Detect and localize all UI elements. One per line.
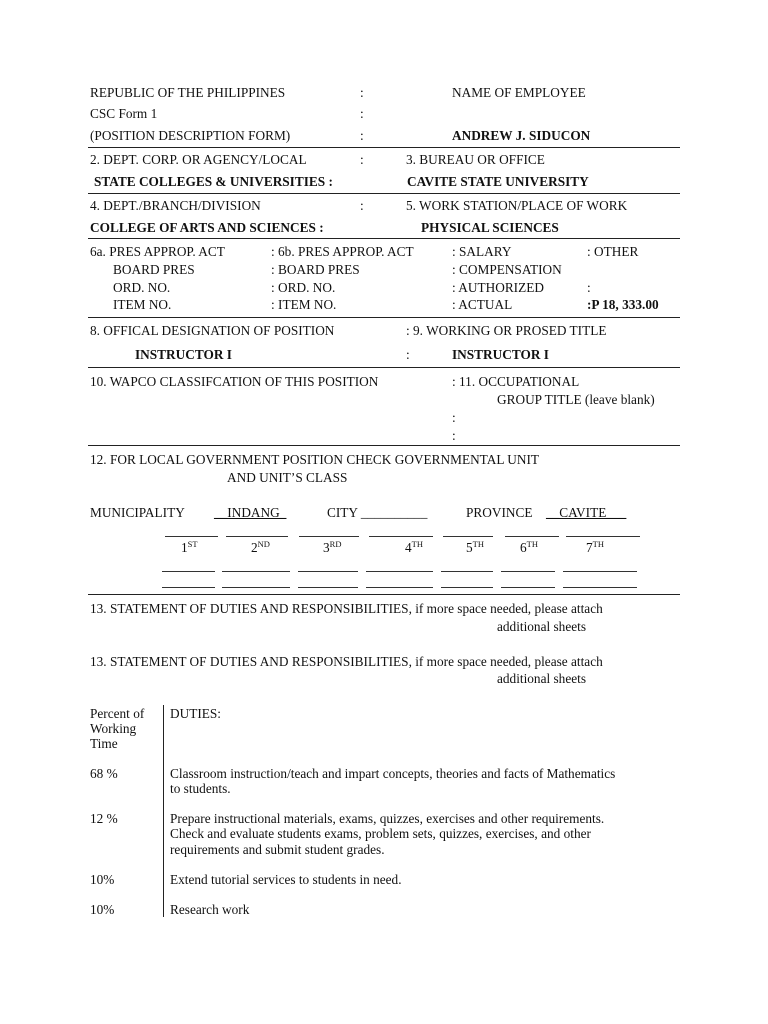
- duty-percent: 10%: [90, 872, 115, 887]
- class-blank: [563, 571, 637, 572]
- item-no-b: : ITEM NO.: [271, 297, 337, 312]
- salary-label: : SALARY: [452, 244, 512, 259]
- class-blank: [165, 536, 218, 537]
- duty-text: to students.: [170, 781, 231, 796]
- form-code: CSC Form 1: [90, 106, 158, 121]
- class-blank: [501, 571, 555, 572]
- class-blank: [366, 587, 433, 588]
- colon: :: [587, 280, 591, 295]
- class-blank: [563, 587, 637, 588]
- class-blank: [162, 587, 215, 588]
- class-2nd: 2ND: [251, 539, 270, 555]
- dept-agency-value: STATE COLLEGES & UNIVERSITIES :: [94, 174, 333, 189]
- colon: :: [360, 152, 364, 167]
- republic-heading: REPUBLIC OF THE PHILIPPINES: [90, 85, 286, 100]
- compensation-label: : COMPENSATION: [452, 262, 562, 277]
- bureau-label: 3. BUREAU OR OFFICE: [406, 152, 545, 167]
- percent-header: Working: [90, 721, 137, 736]
- other-label: : OTHER: [587, 244, 639, 259]
- pres-approp-act-a: 6a. PRES APPROP. ACT: [90, 244, 225, 259]
- class-blank: [505, 536, 559, 537]
- board-pres-b: : BOARD PRES: [271, 262, 360, 277]
- duty-percent: 12 %: [90, 811, 118, 826]
- work-station-value: PHYSICAL SCIENCES: [421, 220, 559, 235]
- class-blank: [366, 571, 433, 572]
- class-3rd: 3RD: [323, 539, 342, 555]
- class-4th: 4TH: [405, 539, 423, 555]
- authorized-label: : AUTHORIZED: [452, 280, 544, 295]
- dept-branch-label: 4. DEPT./BRANCH/DIVISION: [90, 198, 261, 213]
- duties-statement-heading: 13. STATEMENT OF DUTIES AND RESPONSIBILITIES, if more space needed, please attach: [90, 654, 603, 669]
- class-blank: [298, 587, 358, 588]
- municipality-value: __INDANG_: [214, 505, 287, 520]
- divider: [88, 193, 680, 194]
- official-designation-label: 8. OFFICAL DESIGNATION OF POSITION: [90, 323, 335, 338]
- colon: :: [452, 428, 456, 443]
- duties-header: DUTIES:: [170, 706, 221, 721]
- class-blank: [162, 571, 215, 572]
- province-label: PROVINCE: [466, 505, 533, 520]
- employee-name-value: ANDREW J. SIDUCON: [452, 128, 591, 143]
- class-blank: [566, 536, 640, 537]
- colon: :: [406, 347, 410, 362]
- ord-no-b: : ORD. NO.: [271, 280, 336, 295]
- board-pres-a: BOARD PRES: [113, 262, 195, 277]
- local-government-label: 12. FOR LOCAL GOVERNMENT POSITION CHECK GOVERNMENTAL UNIT: [90, 452, 540, 467]
- actual-label: : ACTUAL: [452, 297, 513, 312]
- class-5th: 5TH: [466, 539, 484, 555]
- official-designation-value: INSTRUCTOR I: [135, 347, 232, 362]
- divider: [88, 147, 680, 148]
- class-blank: [298, 571, 358, 572]
- class-1st: 1ST: [181, 539, 198, 555]
- class-blank: [369, 536, 433, 537]
- city-field: CITY __________: [327, 505, 428, 520]
- working-title-label: : 9. WORKING OR PROSED TITLE: [406, 323, 607, 338]
- item-no-a: ITEM NO.: [113, 297, 172, 312]
- duty-text: Prepare instructional materials, exams, quizzes, exercises and other requirements.: [170, 811, 605, 826]
- percent-header: Percent of: [90, 706, 145, 721]
- province-value: __CAVITE___: [546, 505, 627, 520]
- class-blank: [443, 536, 493, 537]
- working-title-value: INSTRUCTOR I: [452, 347, 549, 362]
- work-station-label: 5. WORK STATION/PLACE OF WORK: [406, 198, 628, 213]
- duty-text: Classroom instruction/teach and impart concepts, theories and facts of Mathematics: [170, 766, 616, 781]
- class-blank: [299, 536, 359, 537]
- duty-percent: 10%: [90, 902, 115, 917]
- class-6th: 6TH: [520, 539, 538, 555]
- class-7th: 7TH: [586, 539, 604, 555]
- form-description: (POSITION DESCRIPTION FORM): [90, 128, 291, 143]
- divider: [88, 317, 680, 318]
- class-blank: [501, 587, 555, 588]
- class-blank: [222, 571, 290, 572]
- divider: [88, 238, 680, 239]
- group-title-label: GROUP TITLE (leave blank): [497, 392, 655, 407]
- unit-class-label: AND UNIT’S CLASS: [227, 470, 348, 485]
- duty-text: requirements and submit student grades.: [170, 842, 385, 857]
- colon: :: [452, 410, 456, 425]
- colon: :: [360, 106, 364, 121]
- duty-text: Extend tutorial services to students in need.: [170, 872, 402, 887]
- bureau-value: CAVITE STATE UNIVERSITY: [407, 174, 589, 189]
- actual-salary-value: :P 18, 333.00: [587, 297, 659, 312]
- divider: [88, 445, 680, 446]
- colon: :: [360, 85, 364, 100]
- class-blank: [441, 587, 493, 588]
- dept-branch-value: COLLEGE OF ARTS AND SCIENCES :: [90, 220, 324, 235]
- additional-sheets-note: additional sheets: [497, 619, 586, 634]
- class-blank: [441, 571, 493, 572]
- percent-header: Time: [90, 736, 118, 751]
- additional-sheets-note: additional sheets: [497, 671, 586, 686]
- duty-text: Check and evaluate students exams, problem sets, quizzes, exercises, and other: [170, 826, 591, 841]
- duties-column-divider: [163, 705, 164, 917]
- wapco-classification-label: 10. WAPCO CLASSIFCATION OF THIS POSITION: [90, 374, 379, 389]
- colon: :: [360, 128, 364, 143]
- divider: [88, 594, 680, 595]
- dept-agency-label: 2. DEPT. CORP. OR AGENCY/LOCAL: [90, 152, 307, 167]
- duties-statement-heading: 13. STATEMENT OF DUTIES AND RESPONSIBILITIES, if more space needed, please attach: [90, 601, 603, 616]
- divider: [88, 367, 680, 368]
- duty-text: Research work: [170, 902, 250, 917]
- colon: :: [360, 198, 364, 213]
- municipality-label: MUNICIPALITY: [90, 505, 185, 520]
- duty-percent: 68 %: [90, 766, 118, 781]
- class-blank: [222, 587, 290, 588]
- class-blank: [226, 536, 288, 537]
- ord-no-a: ORD. NO.: [113, 280, 171, 295]
- pres-approp-act-b: : 6b. PRES APPROP. ACT: [271, 244, 414, 259]
- occupational-group-label: : 11. OCCUPATIONAL: [452, 374, 580, 389]
- employee-name-label: NAME OF EMPLOYEE: [452, 85, 586, 100]
